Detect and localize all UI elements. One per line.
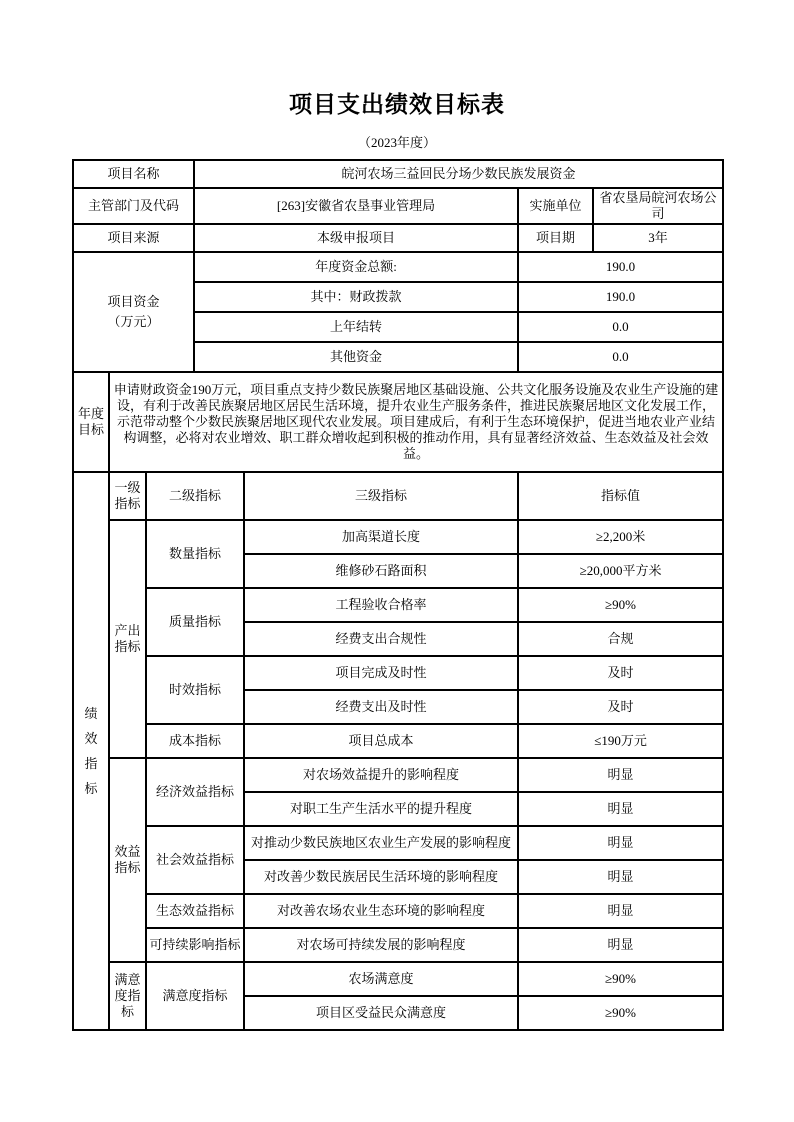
indicator-l3-cell: 对改善农场农业生态环境的影响程度 bbox=[244, 894, 518, 928]
indicator-l3-cell: 工程验收合格率 bbox=[244, 588, 518, 622]
performance-side-label bbox=[73, 472, 109, 1030]
indicator-value-cell: ≥90% bbox=[518, 588, 723, 622]
indicator-value-cell: 明显 bbox=[518, 928, 723, 962]
indicator-value-cell: 明显 bbox=[518, 860, 723, 894]
performance-side-label-text: 绩效指标 bbox=[84, 706, 98, 796]
indicator-l3-cell: 项目总成本 bbox=[244, 724, 518, 758]
dept-label: 主管部门及代码 bbox=[73, 188, 194, 224]
period-value: 3年 bbox=[593, 224, 723, 252]
fund-row-value: 190.0 bbox=[518, 252, 723, 282]
indicator-value-cell: 明显 bbox=[518, 792, 723, 826]
period-label: 项目期 bbox=[518, 224, 593, 252]
indicator-l2-cell: 社会效益指标 bbox=[146, 826, 244, 894]
source-label: 项目来源 bbox=[73, 224, 194, 252]
header-level3: 三级指标 bbox=[244, 472, 518, 520]
fund-row-value: 0.0 bbox=[518, 312, 723, 342]
performance-table bbox=[72, 371, 724, 1031]
project-info-table bbox=[72, 159, 724, 373]
indicator-l3-cell: 对改善少数民族居民生活环境的影响程度 bbox=[244, 860, 518, 894]
fund-row-name: 其中：财政拨款 bbox=[194, 282, 518, 312]
indicator-value-cell: 明显 bbox=[518, 758, 723, 792]
indicator-value-cell: ≥90% bbox=[518, 962, 723, 996]
indicator-l3-cell: 农场满意度 bbox=[244, 962, 518, 996]
fund-row-name: 年度资金总额: bbox=[194, 252, 518, 282]
indicator-l3-cell: 对农场可持续发展的影响程度 bbox=[244, 928, 518, 962]
indicator-l2-cell: 时效指标 bbox=[146, 656, 244, 724]
indicator-l2-cell: 成本指标 bbox=[146, 724, 244, 758]
impl-unit-label: 实施单位 bbox=[518, 188, 593, 224]
project-name-value: 皖河农场三益回民分场少数民族发展资金 bbox=[194, 160, 723, 188]
indicator-value-cell: ≤190万元 bbox=[518, 724, 723, 758]
impl-unit-value: 省农垦局皖河农场公司 bbox=[593, 188, 723, 224]
indicator-value-cell: 明显 bbox=[518, 894, 723, 928]
indicator-l3-cell: 项目区受益民众满意度 bbox=[244, 996, 518, 1030]
indicator-value-cell: 及时 bbox=[518, 656, 723, 690]
indicator-l1-cell: 满意度指标 bbox=[109, 962, 146, 1030]
indicator-value-cell: ≥90% bbox=[518, 996, 723, 1030]
funds-label bbox=[73, 252, 194, 372]
fund-row-name: 上年结转 bbox=[194, 312, 518, 342]
indicator-l1-cell: 产出指标 bbox=[109, 520, 146, 758]
indicator-l2-cell: 质量指标 bbox=[146, 588, 244, 656]
indicator-l3-cell: 经费支出及时性 bbox=[244, 690, 518, 724]
source-value: 本级申报项目 bbox=[194, 224, 518, 252]
indicator-value-cell: 及时 bbox=[518, 690, 723, 724]
indicator-value-cell: ≥2,200米 bbox=[518, 520, 723, 554]
header-level1: 一级指标 bbox=[109, 472, 146, 520]
annual-goal-label: 年度目标 bbox=[73, 372, 109, 472]
indicator-l2-cell: 生态效益指标 bbox=[146, 894, 244, 928]
indicator-l3-cell: 对职工生产生活水平的提升程度 bbox=[244, 792, 518, 826]
fund-row-name: 其他资金 bbox=[194, 342, 518, 372]
project-name-label: 项目名称 bbox=[73, 160, 194, 188]
indicator-value-cell: 明显 bbox=[518, 826, 723, 860]
indicator-l3-cell: 维修砂石路面积 bbox=[244, 554, 518, 588]
fund-row-value: 0.0 bbox=[518, 342, 723, 372]
indicator-l2-cell: 可持续影响指标 bbox=[146, 928, 244, 962]
indicator-l3-cell: 对农场效益提升的影响程度 bbox=[244, 758, 518, 792]
page-title: 项目支出绩效目标表 bbox=[289, 91, 505, 117]
indicator-l3-cell: 加高渠道长度 bbox=[244, 520, 518, 554]
annual-goal-text: 申请财政资金190万元，项目重点支持少数民族聚居地区基础设施、公共文化服务设施及农业生产设施的建设，有利于改善民族聚居地区居民生活环境，提升农业生产服务条件，推进民族聚居地区文化发展工作，示范带动整个少数民族聚居地区现代农业发展。项目建成后，有利于生态环境保护，促进当地农业产业结构调整，必将对农业增效、职工群众增收起到积极的推动作用，具有显著经济效益、生态效益及社会效益。 bbox=[109, 372, 723, 472]
indicator-value-cell: ≥20,000平方米 bbox=[518, 554, 723, 588]
indicator-l3-cell: 项目完成及时性 bbox=[244, 656, 518, 690]
header-level2: 二级指标 bbox=[146, 472, 244, 520]
funds-label-text: 项目资金（万元） bbox=[107, 294, 160, 329]
indicator-l1-cell: 效益指标 bbox=[109, 758, 146, 962]
header-value: 指标值 bbox=[518, 472, 723, 520]
indicator-value-cell: 合规 bbox=[518, 622, 723, 656]
fund-row-value: 190.0 bbox=[518, 282, 723, 312]
dept-value: [263]安徽省农垦事业管理局 bbox=[194, 188, 518, 224]
indicator-l2-cell: 数量指标 bbox=[146, 520, 244, 588]
indicator-l2-cell: 经济效益指标 bbox=[146, 758, 244, 826]
page-subtitle: （2023年度） bbox=[357, 135, 436, 150]
indicator-l3-cell: 对推动少数民族地区农业生产发展的影响程度 bbox=[244, 826, 518, 860]
indicator-l3-cell: 经费支出合规性 bbox=[244, 622, 518, 656]
indicator-l2-cell: 满意度指标 bbox=[146, 962, 244, 1030]
